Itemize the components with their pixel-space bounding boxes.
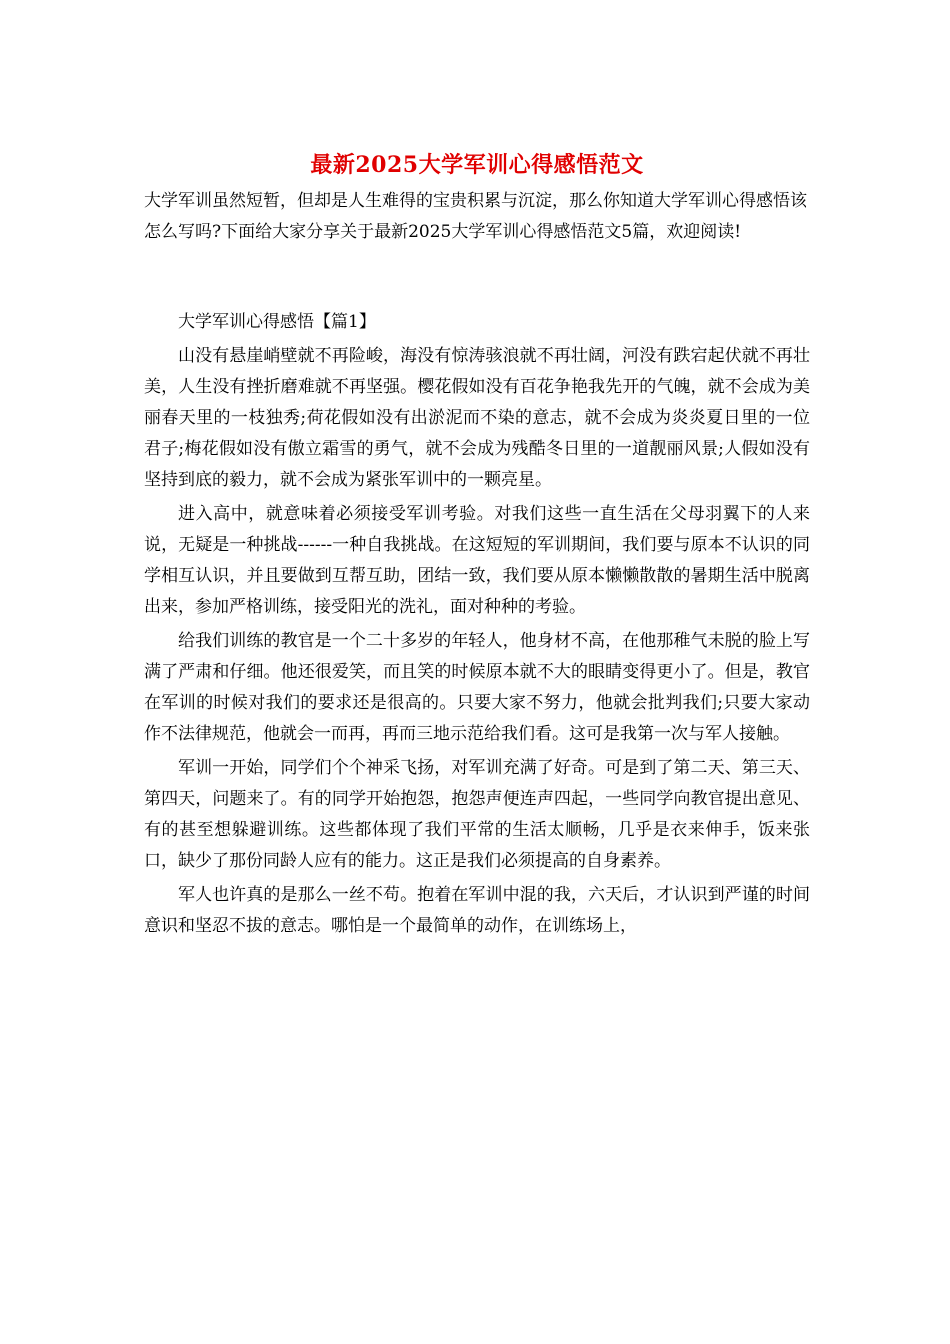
intro-paragraph: 大学军训虽然短暂，但却是人生难得的宝贵积累与沉淀，那么你知道大学军训心得感悟该怎么写吗?下面给大家分享关于最新2025大学军训心得感悟范文5篇，欢迎阅读! <box>144 191 807 242</box>
body-paragraph: 军人也许真的是那么一丝不苟。抱着在军训中混的我，六天后，才认识到严谨的时间意识和坚忍不拔的意志。哪怕是一个最简单的动作，在训练场上， <box>144 885 810 936</box>
body-paragraph: 山没有悬崖峭壁就不再险峻，海没有惊涛骇浪就不再壮阔，河没有跌宕起伏就不再壮美，人生没有挫折磨难就不再坚强。樱花假如没有百花争艳我先开的气魄，就不会成为美丽春天里的一枝独秀;荷花假如没有出淤泥而不染的意志，就不会成为炎炎夏日里的一位君子;梅花假如没有傲立霜雪的勇气，就不会成为残酷冬日里的一道靓丽风景;人假如没有坚持到底的毅力，就不会成为紧张军训中的一颗亮星。 <box>144 346 810 490</box>
document-title: 最新2025大学军训心得感悟范文 <box>310 152 644 178</box>
body-paragraph: 给我们训练的教官是一个二十多岁的年轻人，他身材不高，在他那稚气未脱的脸上写满了严肃和仔细。他还很爱笑，而且笑的时候原本就不大的眼睛变得更小了。但是，教官在军训的时候对我们的要求还是很高的。只要大家不努力，他就会批判我们;只要大家动作不法律规范，他就会一而再，再而三地示范给我们看。这可是我第一次与军人接触。 <box>144 631 810 744</box>
body-paragraph: 进入高中，就意味着必须接受军训考验。对我们这些一直生活在父母羽翼下的人来说，无疑是一种挑战------一种自我挑战。在这短短的军训期间，我们要与原本不认识的同学相互认识，并且要做到互帮互助，团结一致，我们要从原本懒懒散散的暑期生活中脱离出来，参加严格训练，接受阳光的洗礼，面对种种的考验。 <box>144 504 810 617</box>
body-paragraph: 军训一开始，同学们个个神采飞扬，对军训充满了好奇。可是到了第二天、第三天、第四天，问题来了。有的同学开始抱怨，抱怨声便连声四起，一些同学向教官提出意见、有的甚至想躲避训练。这些都体现了我们平常的生活太顺畅，几乎是衣来伸手，饭来张口，缺少了那份同龄人应有的能力。这正是我们必须提高的自身素养。 <box>144 758 810 871</box>
section-heading: 大学军训心得感悟【篇1】 <box>178 312 376 332</box>
document-page <box>144 148 810 942</box>
